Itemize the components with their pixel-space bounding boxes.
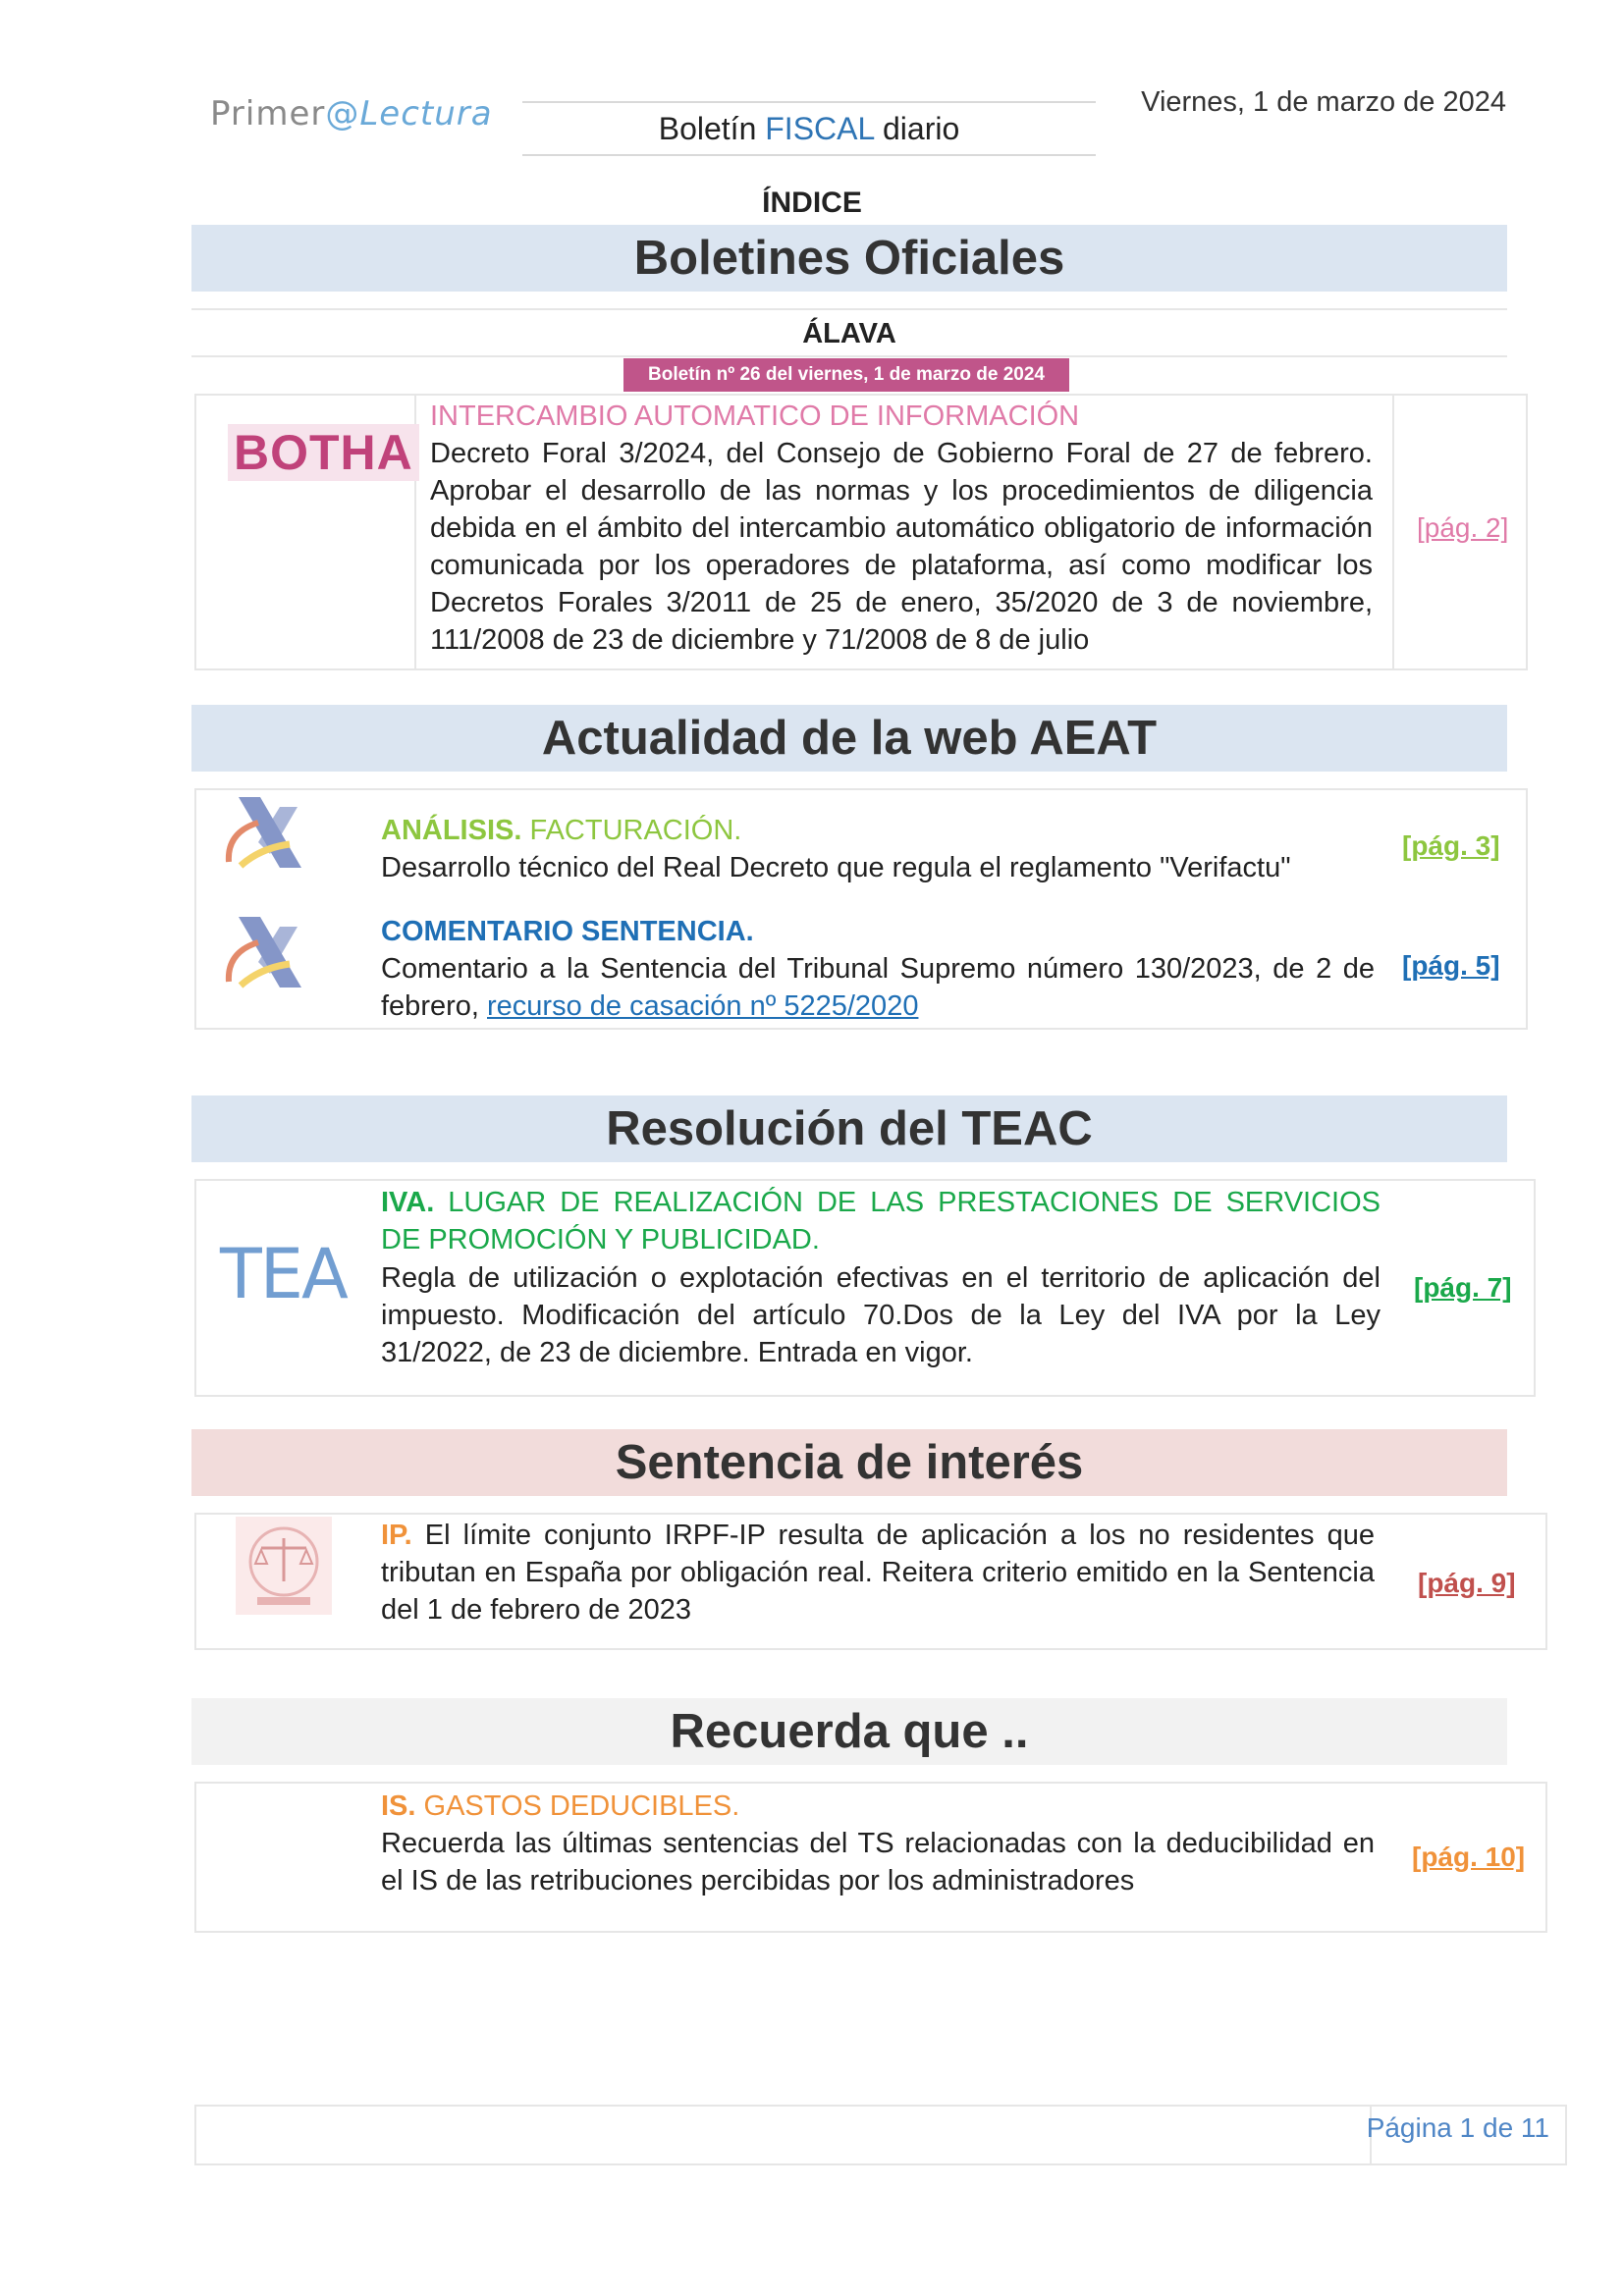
sentencia-title-bold: IP.: [381, 1520, 412, 1551]
teac-title-rest: LUGAR DE REALIZACIÓN DE LAS PRESTACIONES DE SERVICIOS DE PROMOCIÓN Y PUBLICIDAD.: [381, 1187, 1380, 1255]
section-title-aeat: Actualidad de la web AEAT: [191, 705, 1507, 772]
aeat-logo-icon: [221, 913, 309, 991]
index-label: ÍNDICE: [762, 187, 862, 219]
section-title-boletines: Boletines Oficiales: [191, 225, 1507, 292]
aeat-item1-title: [381, 812, 1363, 849]
title-pre: Boletín: [658, 111, 766, 146]
title-post: diario: [874, 111, 960, 146]
botha-item-title: INTERCAMBIO AUTOMATICO DE INFORMACIÓN: [430, 400, 1080, 432]
logo-at: @: [325, 94, 360, 133]
logo-part2: Lectura: [359, 94, 493, 133]
aeat-item2-body: [381, 950, 1375, 1025]
section-title-sentencia: Sentencia de interés: [191, 1429, 1507, 1496]
page-link-2[interactable]: [pág. 2]: [1417, 512, 1509, 543]
sentencia-item-text: [381, 1517, 1375, 1629]
botha-logo: BOTHA: [228, 424, 419, 481]
page-link-9[interactable]: [pág. 9]: [1418, 1568, 1516, 1598]
page-link-7[interactable]: [pág. 7]: [1414, 1272, 1512, 1303]
page-number: Página 1 de 11: [1366, 2112, 1549, 2143]
page-link-3[interactable]: [pág. 3]: [1402, 830, 1500, 861]
recuerda-item-body: Recuerda las últimas sentencias del TS relacionadas con la deducibilidad en el IS de las retribuciones percibidas por los administradores: [381, 1828, 1375, 1896]
teac-item-body: Regla de utilización o explotación efectivas en el territorio de aplicación del impuesto. Modificación del artículo 70.Dos de la Ley del IVA por la Ley 31/2022, de 23 de diciembre. Entrada en vigor.: [381, 1262, 1380, 1368]
header-title: [522, 103, 1096, 154]
bulletin-badge: Boletín nº 26 del viernes, 1 de marzo de 2024: [623, 358, 1069, 392]
logo-part1: Primer: [210, 94, 326, 133]
section-title-recuerda: Recuerda que ..: [191, 1698, 1507, 1765]
aeat-item1-title-bold: ANÁLISIS.: [381, 815, 522, 846]
brand-logo: [210, 94, 493, 133]
section-title-teac: Resolución del TEAC: [191, 1095, 1507, 1162]
title-fiscal: FISCAL: [765, 111, 875, 146]
recuerda-item-title: [381, 1788, 1363, 1825]
aeat-item1-body: Desarrollo técnico del Real Decreto que regula el reglamento "Verifactu": [381, 852, 1291, 883]
page-link-5[interactable]: [pág. 5]: [1402, 950, 1500, 981]
scales-of-justice-icon: [236, 1517, 332, 1615]
teac-item-title: [381, 1184, 1380, 1258]
recuerda-title-rest: GASTOS DEDUCIBLES.: [415, 1790, 740, 1822]
region-label: ÁLAVA: [191, 308, 1507, 357]
sentencia-item-body: El límite conjunto IRPF-IP resulta de aplicación a los no residentes que tributan en España por obligación real. Reitera criterio emitido en la Sentencia del 1 de febrero de 2023: [381, 1520, 1375, 1626]
aeat-item2-title: COMENTARIO SENTENCIA.: [381, 916, 754, 947]
page-link-10[interactable]: [pág. 10]: [1412, 1842, 1526, 1872]
teac-title-bold: IVA.: [381, 1187, 435, 1218]
card-divider: [1392, 396, 1394, 668]
tea-logo: TEA: [220, 1234, 347, 1314]
aeat-item2-body-text: Comentario a la Sentencia del Tribunal Supremo número 130/2023, de 2 de febrero,: [381, 953, 1375, 1022]
footer-box: [194, 2105, 1567, 2165]
header-date: Viernes, 1 de marzo de 2024: [1141, 86, 1506, 118]
casacion-link[interactable]: recurso de casación nº 5225/2020: [487, 990, 919, 1022]
aeat-logo-icon: [221, 793, 309, 872]
botha-item-body: Decreto Foral 3/2024, del Consejo de Gobierno Foral de 27 de febrero. Aprobar el desarrollo de las normas y los procedimientos de diligencia debida en el ámbito del intercambio automático obligatorio de información comunicada por los operadores de plataforma, así como modificar los Decretos Forales 3/2011 de 25 de enero, 35/2020 de 3 de noviembre, 111/2008 de 23 de diciembre y 71/2008 de 8 de julio: [430, 438, 1373, 656]
recuerda-title-bold: IS.: [381, 1790, 416, 1822]
header-title-box: [522, 101, 1096, 156]
aeat-item1-title-rest: FACTURACIÓN.: [521, 815, 742, 846]
